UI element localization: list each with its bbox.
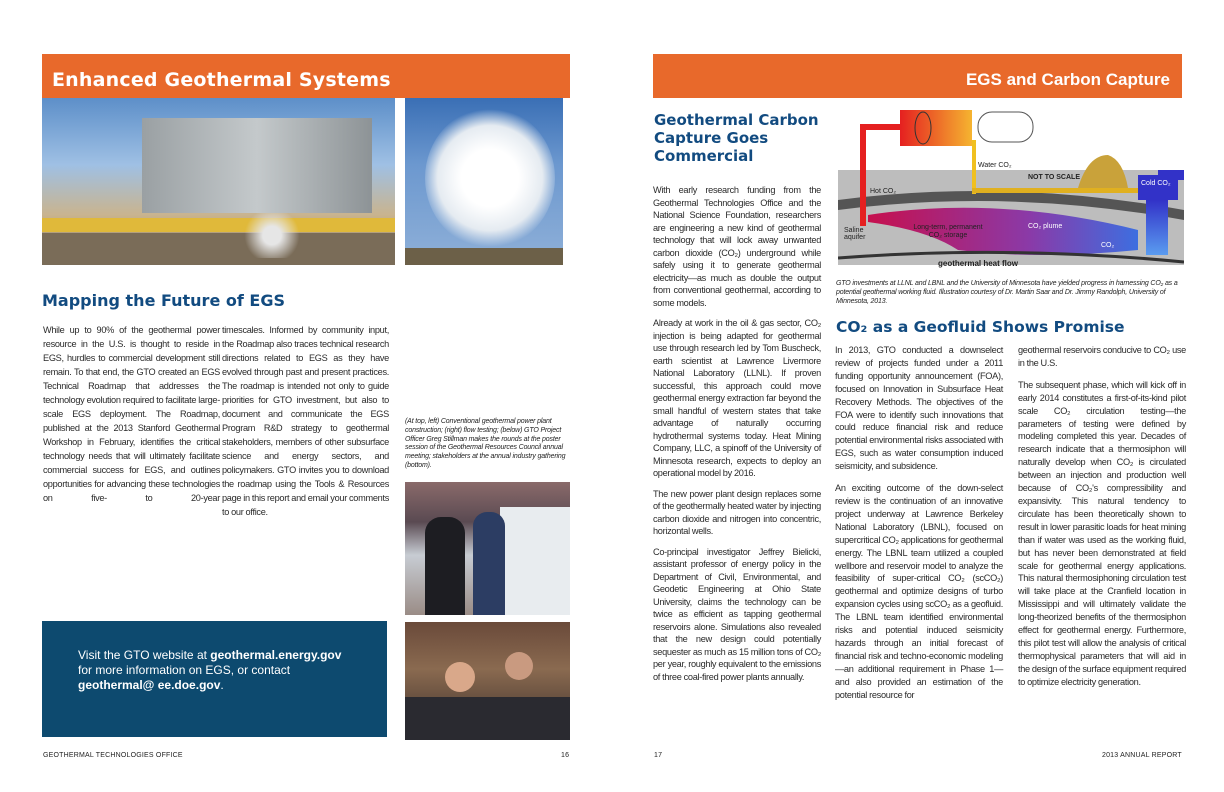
mapping-paragraph-2: timescales. Informed by community input, the Roadmap also traces technical research directions related to EGS as they have evolved through past and present practices. The roadmap is intended not only to guide priorities for GTO investment, but also to document and communicate the EGS Program R&D strategy to geothermal stakeholders, members of other subsurface science and energy sectors, and policymakers. GTO invites you to download the roadmap using the Tools & Resources page in this report and email your comments to our office. [222,325,389,517]
diagram-caption: GTO investments at LLNL and LBNL and the University of Minnesota have yielded progress in harnessing CO₂ as a potential geothermal working fluid. Illustration courtesy of Dr. Martin Saar and Dr. Jimmy Randolph, University of Minnesota, 2013. [836,280,1178,305]
article-paragraph: Co-principal investigator Jeffrey Bielicki, assistant professor of energy policy in the Department of Civil, Environmental, and Geodetic Engineering at Ohio State University, claims the technology can be twice as efficient as tapping geothermal reservoirs alone. Simulations also revealed that the new design could potentially sequester as much as 15 million tons of CO₂ per year, roughly equivalent to the emissions of three coal-fired power plants annually. [653,546,821,682]
article-paragraph: The new power plant design replaces some of the geothermally heated water by injecting carbon dioxide and nitrogen into concentric, horizontal wells. [653,488,821,536]
flow-testing-photo [405,98,563,265]
label-cold-co2: Cold CO₂ [1141,180,1171,187]
mapping-col2 [222,323,389,533]
co2-geothermal-diagram [838,100,1184,270]
article-paragraph: Already at work in the oil & gas sector, CO₂ injection is being adapted for geothermal use through research led by Tom Buscheck, earth scientist at Lawrence Livermore National Laboratory (LLNL). If proven successful, this approach could move geothermal energy extraction far beyond the small handful of western states that take advantage of naturally occurring hydrothermal systems today. Heat Mining Company, LLC, a spinoff of the University of Minnesota research, expects to deploy an operational model by 2016. [653,318,821,478]
geofluid-paragraph: In 2013, GTO conducted a downselect review of projects funded under a 2011 funding opportunity announcement (FOA), focused on Innovation in Subsurface Heat Recovery Methods. The objectives of the FOA were to identify such innovations that could reduce financial risk and reduce potential environmental risks associated with EGS, such as water consumption induced seismicity, and subsidence. [835,345,1003,472]
geofluid-col2 [1018,344,1186,698]
right-banner-title: EGS and Carbon Capture [965,70,1170,89]
industry-gathering-photo [405,622,570,740]
label-co2-plume: CO₂ plume [1028,223,1063,230]
label-co2: CO₂ [1101,242,1115,249]
section-heading-mapping: Mapping the Future of EGS [42,291,285,310]
article-column [653,184,821,692]
callout-text-2: for more information on EGS, or contact [78,663,291,677]
page-number-left: 16 [561,752,570,759]
page-number-right: 17 [654,752,663,759]
diagram-graphic [838,100,1184,270]
label-permanent-storage: Long-term, permanent CO₂ storage [913,224,983,239]
label-heat-flow: geothermal heat flow [938,259,1019,268]
section-heading-geofluid: CO₂ as a Geofluid Shows Promise [836,318,1125,336]
label-saline-aquifer: Saline aquifer [844,227,866,241]
footer-report-name: 2013 ANNUAL REPORT [1102,752,1182,759]
geofluid-paragraph: The subsequent phase, which will kick off in early 2014 constitutes a first-of-its-kind pilot scale CO₂ circulation testing—the parameters of testing were defined by modeling completed this year. Decades of research indicate that a thermosiphon will naturally develop when CO₂ is circulated between an injection and production well because of CO₂'s compressibility and expansivity. This natural tendency to circulate has been theoretically shown to result in lower parasitic loads for heat mining than if water was used as the working fluid, but has never been demonstrated at field scale for geothermal energy applications. This natural thermosiphoning circulation test will take place at the Cranfield location in Mississippi and will ultimately validate the long-theorized benefits of the thermosiphon effect for geothermal energy. Furthermore, this pilot test will allow the analysis of critical thermophysical parameters that will aid in the design of the surface equipment required to optimize electricity generation. [1018,379,1186,687]
power-plant-construction-photo [42,98,395,265]
label-water-co2: Water CO₂ [978,162,1012,169]
gto-website-link[interactable]: geothermal.energy.gov [210,648,342,662]
footer-office-name: GEOTHERMAL TECHNOLOGIES OFFICE [43,752,183,759]
left-banner-title: Enhanced Geothermal Systems [52,69,391,91]
gto-website-callout [42,621,387,737]
mapping-paragraph-1: While up to 90% of the geothermal power resource in the U.S. is thought to reside in EGS, hurdles to commercial development still remain. To that end, the GTO created an EGS Technical Roadmap that addresses the technology evolution required to facilitate large-scale EGS deployment. The Roadmap, published at the 2013 Stanford Geothermal Workshop in February, identifies the critical technology needs that will ultimately facilitate commercial success for EGS, and outlines opportunities for advancing these technologies on five- to 20-year [43,325,220,503]
photo-caption: (At top, left) Conventional geothermal power plant construction; (right) flow testing; (below) GTO Project Officer Greg Stillman makes the rounds at the poster session of the Geothermal Resources Council annual meeting; stakeholders at the annual industry gathering (bottom). [405,418,566,469]
left-banner [42,54,570,98]
label-hot-co2: Hot CO₂ [870,188,897,195]
right-banner [653,54,1182,98]
article-paragraph: With early research funding from the Geothermal Technologies Office and the National Science Foundation, researchers are engineering a new kind of geothermal technology that will lock away unwanted carbon dioxide (CO₂) underground while safely using it to generate geothermal electricity—as much as double the output from conventional geothermal, according to some models. [653,185,821,308]
label-not-to-scale: NOT TO SCALE [1028,174,1080,181]
callout-text-3: . [220,678,224,692]
geofluid-paragraph: An exciting outcome of the down-select review is the continuation of an innovative project underway at Lawrence Berkeley National Laboratory (LBNL), focused on supercritical CO₂ applications for geothermal energy. The LBNL team utilized a coupled wellbore and reservoir model to analyze the feasibility of super-critical CO₂ (scCO₂) geothermal and optimize designs of turbo expansion cycles using scCO₂ as a geofluid. The LBNL team identified environmental risks and potential induced seismicity hazards through an initial forecast of financial risk and techno-economic modeling—an additional requirement in Phase 1—and also provided an estimation of the potential resource for [835,483,1003,700]
geofluid-col1 [835,344,1003,710]
callout-text-1: Visit the GTO website at [78,648,211,662]
article-heading: Geothermal Carbon Capture Goes Commercial [654,111,819,165]
mapping-col1 [43,323,220,519]
poster-session-photo [405,482,570,615]
contact-email-link[interactable]: geothermal@ ee.doe.gov [78,678,221,692]
geofluid-paragraph: geothermal reservoirs conducive to CO₂ use in the U.S. [1018,345,1186,368]
